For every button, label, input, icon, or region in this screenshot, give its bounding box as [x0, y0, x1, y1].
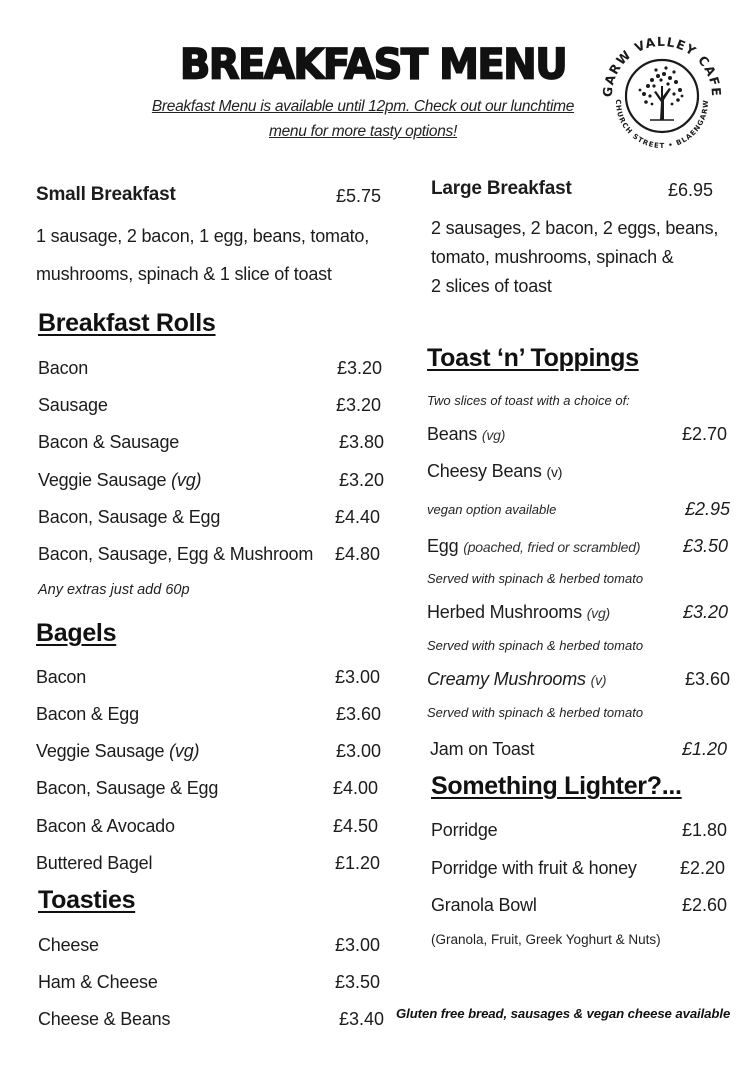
vegan-tag: (vg) [169, 741, 200, 761]
toast-intro: Two slices of toast with a choice of: [427, 393, 630, 408]
item-price: £6.95 [668, 180, 714, 200]
large-breakfast-description: 2 sausages, 2 bacon, 2 eggs, beans, tomato, mushrooms, spinach & 2 slices of toast [431, 218, 719, 296]
vegan-tag: (vg) [481, 427, 506, 443]
item-price: £5.75 [336, 186, 382, 206]
served-with-note: Served with spinach & herbed tomato [427, 638, 644, 653]
svg-text:GARW VALLEY CAFE: GARW VALLEY CAFE [599, 33, 725, 98]
dietary-options-note: Gluten free bread, sausages & vegan cheese available [396, 1006, 731, 1021]
subtitle-line-1: Breakfast Menu is available until 12pm. Check out our lunchtime [151, 98, 575, 115]
page-title: BREAKFAST MENU [179, 40, 567, 90]
section-heading-toast-toppings: Toast ‘n’ Toppings [427, 344, 639, 372]
cafe-logo [594, 28, 730, 164]
vegetarian-tag: (v) [546, 464, 563, 480]
subtitle-line-2: menu for more tasty options! [268, 123, 458, 140]
served-with-note: Served with spinach & herbed tomato [427, 705, 644, 720]
vegan-tag: (vg) [586, 605, 610, 621]
vegetarian-tag: (v) [590, 672, 607, 688]
tree-icon [594, 28, 730, 164]
item-name: Small Breakfast [36, 184, 176, 205]
section-heading-breakfast-rolls: Breakfast Rolls [38, 309, 216, 337]
granola-bowl-contents: (Granola, Fruit, Greek Yoghurt & Nuts) [431, 932, 661, 947]
item-name: Large Breakfast [431, 178, 572, 199]
section-heading-bagels: Bagels [36, 619, 117, 647]
menu-availability-note [130, 94, 596, 144]
small-breakfast-description: 1 sausage, 2 bacon, 1 egg, beans, tomato, mushrooms, spinach & 1 slice of toast [36, 226, 370, 284]
served-with-note: Served with spinach & herbed tomato [427, 571, 644, 586]
vegan-tag: (vg) [171, 470, 202, 490]
section-heading-toasties: Toasties [38, 886, 136, 914]
section-heading-something-lighter: Something Lighter?... [431, 772, 682, 800]
extras-note: Any extras just add 60p [38, 582, 190, 598]
svg-text:CHURCH STREET • BLAENGARW: CHURCH STREET • BLAENGARW [613, 99, 711, 151]
